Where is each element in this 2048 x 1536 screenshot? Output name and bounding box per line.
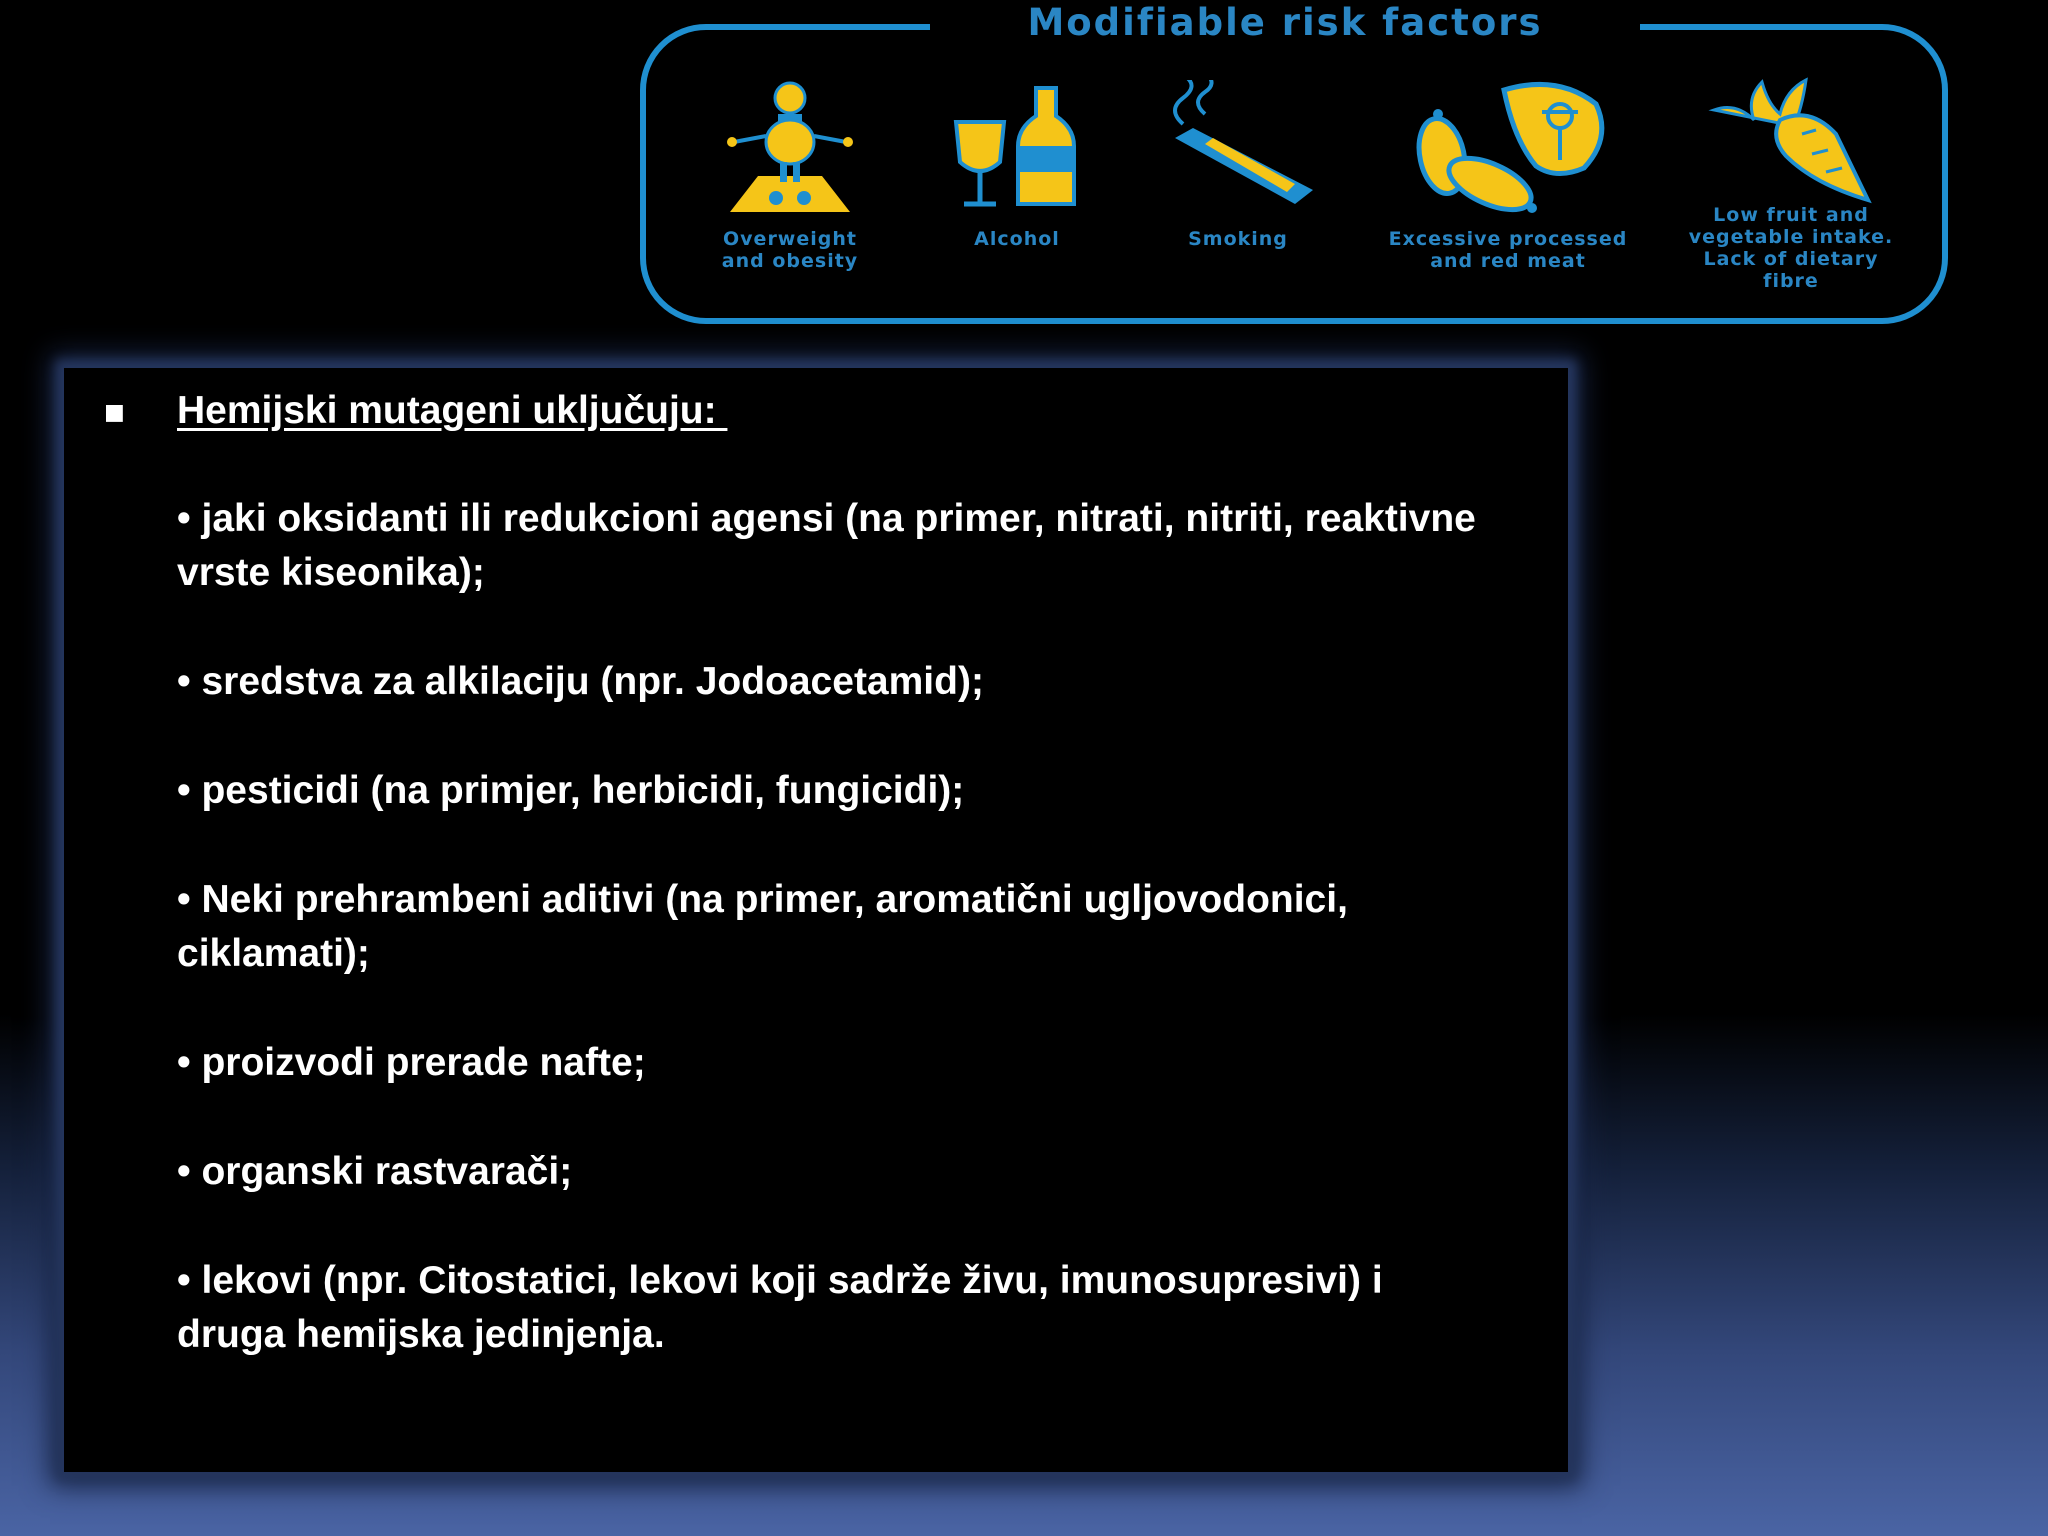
factor-label-smoking: Smoking [1188, 228, 1288, 250]
carrot-icon [1706, 74, 1876, 204]
factor-smoking [1148, 80, 1328, 250]
factor-label-alcohol: Alcohol [974, 228, 1060, 250]
list-item: • lekovi (npr. Citostatici, lekovi koji sadrže živu, imunosupresivi) i druga hemijska jedinjenja. [177, 1259, 1383, 1356]
list-item: • Neki prehrambeni aditivi (na primer, aromatični ugljovodonici, ciklamati); [177, 878, 1348, 975]
square-bullet-icon: ■ [104, 400, 125, 425]
person-on-scale-icon [720, 80, 860, 216]
list-item: • pesticidi (na primjer, herbicidi, fungicidi); [177, 769, 965, 812]
list-item: • organski rastvarači; [177, 1150, 573, 1193]
mutagen-list [177, 492, 1527, 1417]
list-item: • jaki oksidanti ili redukcioni agensi (na primer, nitrati, nitriti, reaktivne vrste kiseonika); [177, 497, 1476, 594]
list-item: • sredstva za alkilaciju (npr. Jodoacetamid); [177, 660, 984, 703]
factor-label-fruit-vegetable: Low fruit and vegetable intake. Lack of dietary fibre [1688, 204, 1894, 292]
factor-fruit-vegetable [1676, 74, 1906, 292]
content-heading: Hemijski mutageni uključuju: [177, 389, 728, 432]
wine-glass-bottle-icon [942, 80, 1092, 216]
factor-meat [1388, 80, 1628, 272]
cigarette-icon [1153, 80, 1323, 216]
risk-factors-title: Modifiable risk factors [930, 0, 1640, 52]
meat-sausage-icon [1408, 80, 1608, 216]
factor-overweight [700, 80, 880, 272]
list-item: • proizvodi prerade nafte; [177, 1041, 646, 1084]
factor-label-overweight: Overweight and obesity [721, 228, 859, 272]
content-box [64, 368, 1568, 1472]
factor-alcohol [927, 80, 1107, 250]
factor-label-meat: Excessive processed and red meat [1388, 228, 1628, 272]
